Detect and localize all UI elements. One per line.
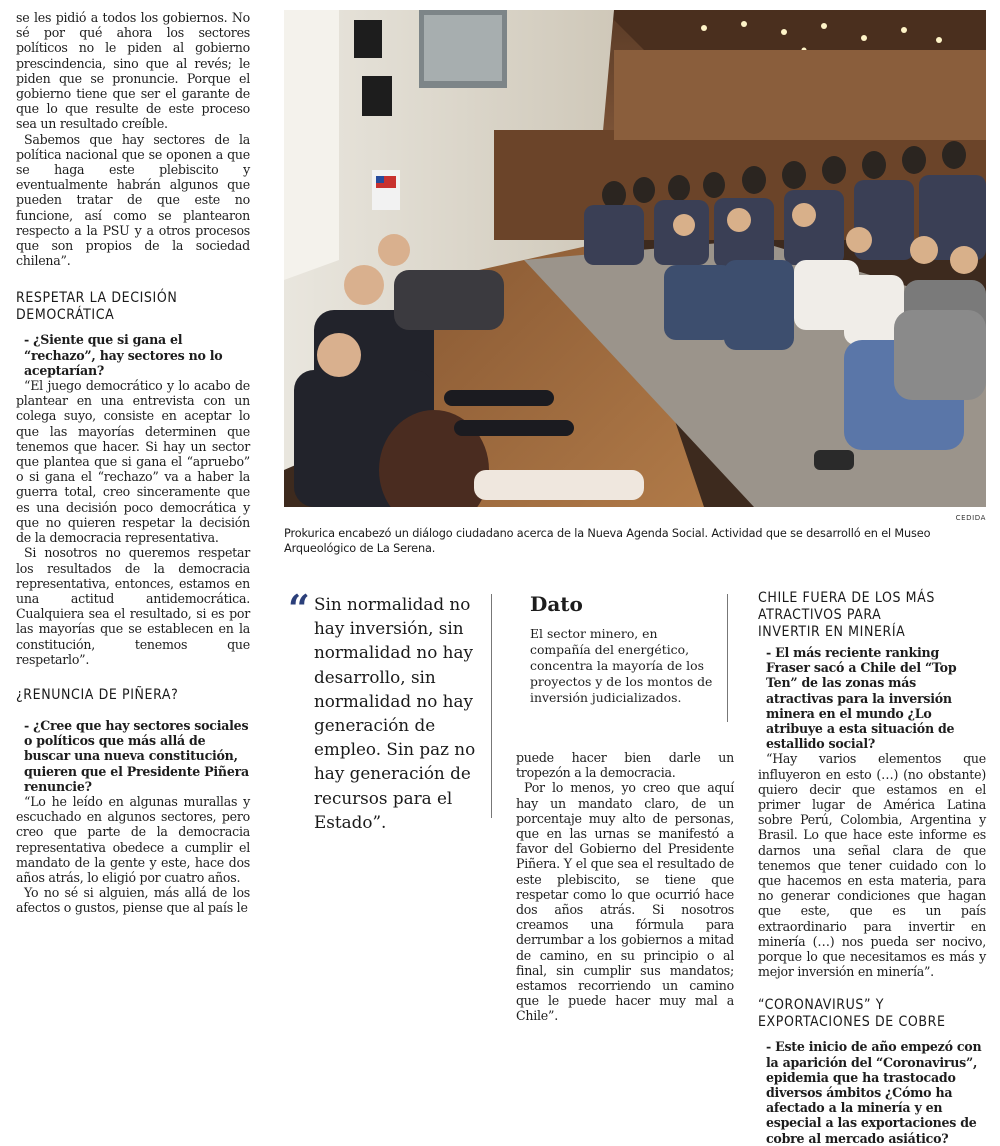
- paragraph: Yo no sé si alguien, más allá de los afectos o gustos, piense que al país le: [16, 885, 250, 916]
- column-left: [16, 10, 250, 916]
- paragraph: puede hacer bien darle un tropezón a la democracia.: [516, 750, 734, 781]
- paragraph: “El juego democrático y lo acabo de plantear en una entrevista con un colega suyo, consiste en aceptar lo que las mayorías determinen que tenemos que hacer. Si hay un sector que plantea que si gana el “apruebo” o si gana el “rechazo” va a haber la guerra total, creo sinceramente que es una decisión poco democrática y que no quieren respetar la decisión de la democracia representativa.: [16, 378, 250, 546]
- paragraph: se les pidió a todos los gobiernos. No sé por qué ahora los sectores políticos no le piden al gobierno prescindencia, sino que al revés; le piden que se pronuncie. Porque el gobierno tiene que ser el garante de que lo que resulte de este proceso sea un resultado creíble.: [16, 10, 250, 132]
- paragraph: “Lo he leído en algunas murallas y escuchado en algunos sectores, pero creo que parte de la democracia representativa obedece a cumplir el mandato de la gente y este, hace dos años atrás, lo eligió por cuatro años.: [16, 793, 250, 885]
- heading-line: INVERTIR EN MINERÍA: [758, 624, 906, 640]
- pull-quote: [284, 586, 484, 834]
- dato-title: Dato: [530, 592, 583, 616]
- paragraph: Sabemos que hay sectores de la política nacional que se oponen a que se haga este plebiscito y eventualmente habrán algunos que pueden tratar de que este no funcione, así como se plantearon respecto a la PSU y a otros procesos que son propios de la sociedad chilena”.: [16, 131, 250, 269]
- interview-question: - ¿Cree que hay sectores sociales o políticos que más allá de buscar una nueva constitución, quieren que el Presidente Piñera renuncie?: [24, 717, 249, 794]
- heading-line: “CORONAVIRUS” Y: [758, 997, 885, 1014]
- paragraph: Si nosotros no queremos respetar los resultados de la democracia representativa, entonces, estamos en una actitud antidemocrática. Cualquiera sea el resultado, si es por las mayorías que se establecen en la constitución, tenemos que respetarlo”.: [16, 545, 250, 667]
- auditorium-photo-illustration: [284, 10, 986, 507]
- paragraph: “Hay varios elementos que influyeron en esto (…) (no obstante) quiero decir que estamos en el primer lugar de América Latina sobre Perú, Colombia, Argentina y Brasil. Lo que hace este informe es darnos una señal clara de que tenemos que tener cuidado con lo que hacemos en esta materia, para no generar condiciones que hagan que este, que es un país extraordinario para invertir en minería (…) nos pueda ser nocivo, porque lo que necesitamos es más y mejor inversión en minería”.: [758, 751, 986, 980]
- column-middle: [516, 750, 734, 1024]
- dato-box: [530, 592, 720, 706]
- section-heading: [16, 290, 250, 324]
- section-heading: [758, 997, 986, 1031]
- event-photo: [284, 10, 986, 507]
- column-right: [758, 590, 986, 1146]
- section-heading: ¿RENUNCIA DE PIÑERA?: [16, 686, 179, 703]
- photo-credit: CEDIDA: [955, 514, 986, 522]
- quote-mark-icon: “: [288, 586, 310, 631]
- heading-line: RESPETAR LA DECISIÓN: [16, 290, 178, 307]
- section-heading: [758, 590, 986, 641]
- pull-quote-text: Sin normalidad no hay inversión, sin normalidad no hay desarrollo, sin normalidad no hay generación de empleo. Sin paz no hay generación de recursos para el Estado”.: [314, 594, 476, 832]
- heading-line: ATRACTIVOS PARA: [758, 607, 882, 623]
- paragraph: Por lo menos, yo creo que aquí hay un mandato claro, de un porcentaje muy alto de personas, que en las urnas se manifestó a favor del Gobierno del Presidente Piñera. Y el que sea el resultado de este plebiscito, se tiene que respetar como lo que ocurrió hace dos años atrás. Si nosotros creamos una fórmula para derrumbar a los gobiernos a mitad de camino, en su principio o al final, sin cumplir sus mandatos; estamos recorriendo un camino que le puede hacer muy mal a Chile”.: [516, 780, 734, 1024]
- heading-line: DEMOCRÁTICA: [16, 307, 115, 324]
- column-divider: [727, 594, 728, 722]
- column-divider: [491, 594, 492, 818]
- heading-line: EXPORTACIONES DE COBRE: [758, 1014, 946, 1031]
- photo-caption: Prokurica encabezó un diálogo ciudadano acerca de la Nueva Agenda Social. Actividad que se desarrolló en el Museo Arqueológico de La Serena.: [284, 527, 931, 555]
- interview-question: - ¿Siente que si gana el “rechazo”, hay sectores no lo aceptarían?: [24, 332, 223, 378]
- interview-question: - Este inicio de año empezó con la aparición del “Coronavirus”, epidemia que ha trastocado diversos ámbitos ¿Cómo ha afectado a la minería y en especial a las exportaciones de cobre al mercado asiático?: [766, 1039, 982, 1146]
- heading-line: CHILE FUERA DE LOS MÁS: [758, 590, 935, 606]
- dato-text: El sector minero, en compañía del energético, concentra la mayoría de los proyectos y de los montos de inversión judicializados.: [530, 626, 713, 705]
- interview-question: - El más reciente ranking Fraser sacó a Chile del “Top Ten” de las zonas más atractivas para la inversión minera en el mundo ¿Lo atribuye a esta situación de estallido social?: [766, 645, 957, 752]
